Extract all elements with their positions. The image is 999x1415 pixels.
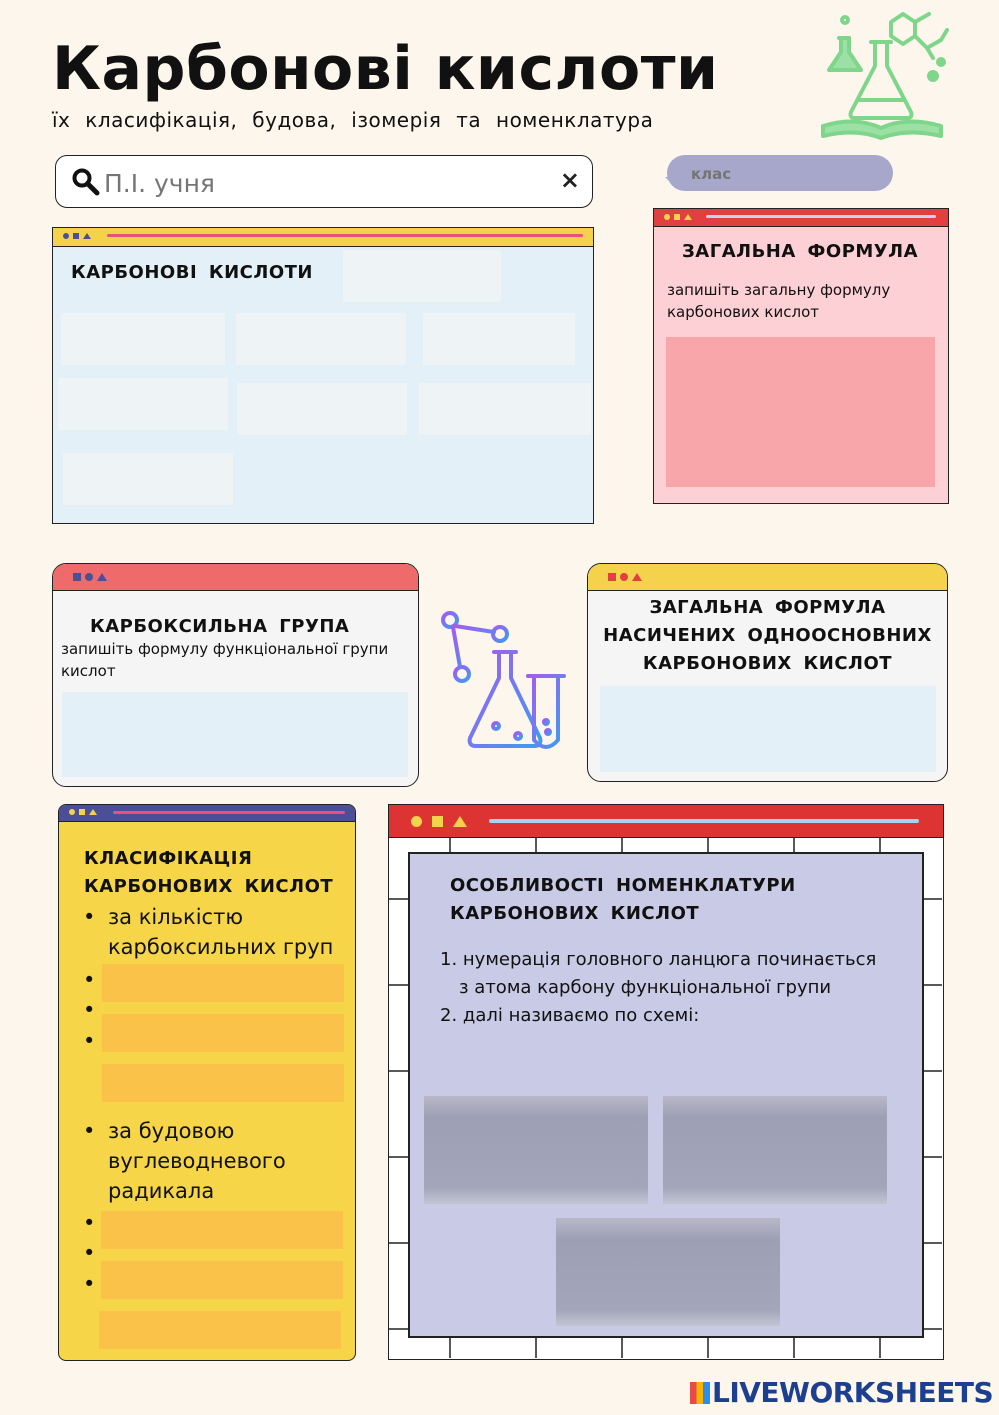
answer-field[interactable] <box>343 250 501 302</box>
answer-field[interactable] <box>556 1218 780 1326</box>
general-formula-panel <box>653 208 949 504</box>
answer-field[interactable] <box>101 1211 343 1249</box>
speech-tail <box>665 177 677 189</box>
heading-line: ОСОБЛИВОСТІ НОМЕНКЛАТУРИ <box>450 875 796 896</box>
liveworksheets-logo <box>690 1376 993 1409</box>
answer-field[interactable] <box>600 686 936 772</box>
panel-heading <box>450 872 796 928</box>
bullet: • <box>83 1119 96 1143</box>
nomenclature-panel <box>388 804 944 1360</box>
page-title: Карбонові кислоти <box>52 34 719 104</box>
answer-field[interactable] <box>663 1096 887 1204</box>
criterion-line: карбоксильних груп <box>108 935 334 959</box>
heading-line: НАСИЧЕНИХ ОДНООСНОВНИХ <box>603 625 932 646</box>
panel-heading: КАРБОКСИЛЬНА ГРУПА <box>90 616 350 637</box>
panel-heading: ЗАГАЛЬНА ФОРМУЛА <box>682 241 919 262</box>
classification-criterion <box>108 1116 286 1206</box>
panel-heading <box>84 845 333 901</box>
answer-field[interactable] <box>236 313 406 365</box>
criterion-line: вуглеводневого <box>108 1149 286 1173</box>
criterion-line: за будовою <box>108 1119 235 1143</box>
heading-line: ЗАГАЛЬНА ФОРМУЛА <box>649 597 886 618</box>
logo-mark-icon <box>690 1382 710 1404</box>
rule-line: 1. нумерація головного ланцюга починається <box>440 949 877 970</box>
bullet: • <box>83 1272 96 1296</box>
window-bar <box>53 564 418 591</box>
bullet: • <box>83 1241 96 1265</box>
criterion-line: за кількістю <box>108 905 244 929</box>
bullet: • <box>83 1211 96 1235</box>
rule-line: з атома карбону функціональної групи <box>459 977 832 998</box>
classification-panel <box>58 804 356 1361</box>
answer-field[interactable] <box>63 453 233 505</box>
answer-field[interactable] <box>101 1261 343 1299</box>
classification-criterion <box>108 902 333 962</box>
search-icon <box>72 168 100 196</box>
answer-field[interactable] <box>419 383 591 435</box>
nomenclature-card <box>408 852 924 1338</box>
answer-field[interactable] <box>237 383 407 435</box>
answer-field[interactable] <box>423 313 575 365</box>
close-icon[interactable]: × <box>559 166 580 194</box>
molecule-flask-icon <box>436 608 570 754</box>
instruction-text: запишіть загальну формулу карбонових кислот <box>667 281 891 321</box>
page-subtitle: їх класифікація, будова, ізомерія та номенклатура <box>52 108 654 132</box>
saturated-formula-panel <box>587 563 948 782</box>
carboxyl-group-panel <box>52 563 419 787</box>
window-bar <box>588 564 947 591</box>
bullet: • <box>83 998 96 1022</box>
criterion-line: радикала <box>108 1179 215 1203</box>
bullet: • <box>83 905 96 929</box>
flask-book-icon <box>815 8 955 144</box>
window-bar <box>53 228 593 247</box>
answer-field[interactable] <box>62 692 408 777</box>
student-name-input[interactable] <box>102 166 546 200</box>
carbonic-acids-panel <box>52 227 594 524</box>
rule-1 <box>440 946 876 1002</box>
heading-line: КАРБОНОВИХ КИСЛОТ <box>450 903 700 924</box>
logo-text: LIVEWORKSHEETS <box>712 1376 994 1409</box>
panel-heading <box>588 594 947 678</box>
class-field[interactable] <box>667 155 893 191</box>
window-bar <box>654 209 948 227</box>
answer-field[interactable] <box>666 337 935 487</box>
rule-2: 2. далі називаємо по схемі: <box>440 1005 700 1026</box>
bullet: • <box>83 968 96 992</box>
instruction-text: запишіть формулу функціональної групи кислот <box>61 640 389 680</box>
answer-field[interactable] <box>99 1311 341 1349</box>
answer-field[interactable] <box>61 313 225 365</box>
student-name-field[interactable] <box>55 155 593 208</box>
answer-field[interactable] <box>102 964 344 1002</box>
heading-line: КЛАСИФІКАЦІЯ <box>84 848 253 869</box>
panel-heading: КАРБОНОВІ КИСЛОТИ <box>71 262 313 283</box>
answer-field[interactable] <box>102 1064 344 1102</box>
bullet: • <box>83 1029 96 1053</box>
heading-line: КАРБОНОВИХ КИСЛОТ <box>642 653 893 674</box>
answer-field[interactable] <box>58 378 228 430</box>
answer-field[interactable] <box>102 1014 344 1052</box>
answer-field[interactable] <box>424 1096 648 1204</box>
class-input[interactable] <box>689 161 883 187</box>
heading-line: КАРБОНОВИХ КИСЛОТ <box>84 876 334 897</box>
window-bar <box>389 805 943 838</box>
window-bar <box>59 805 355 822</box>
